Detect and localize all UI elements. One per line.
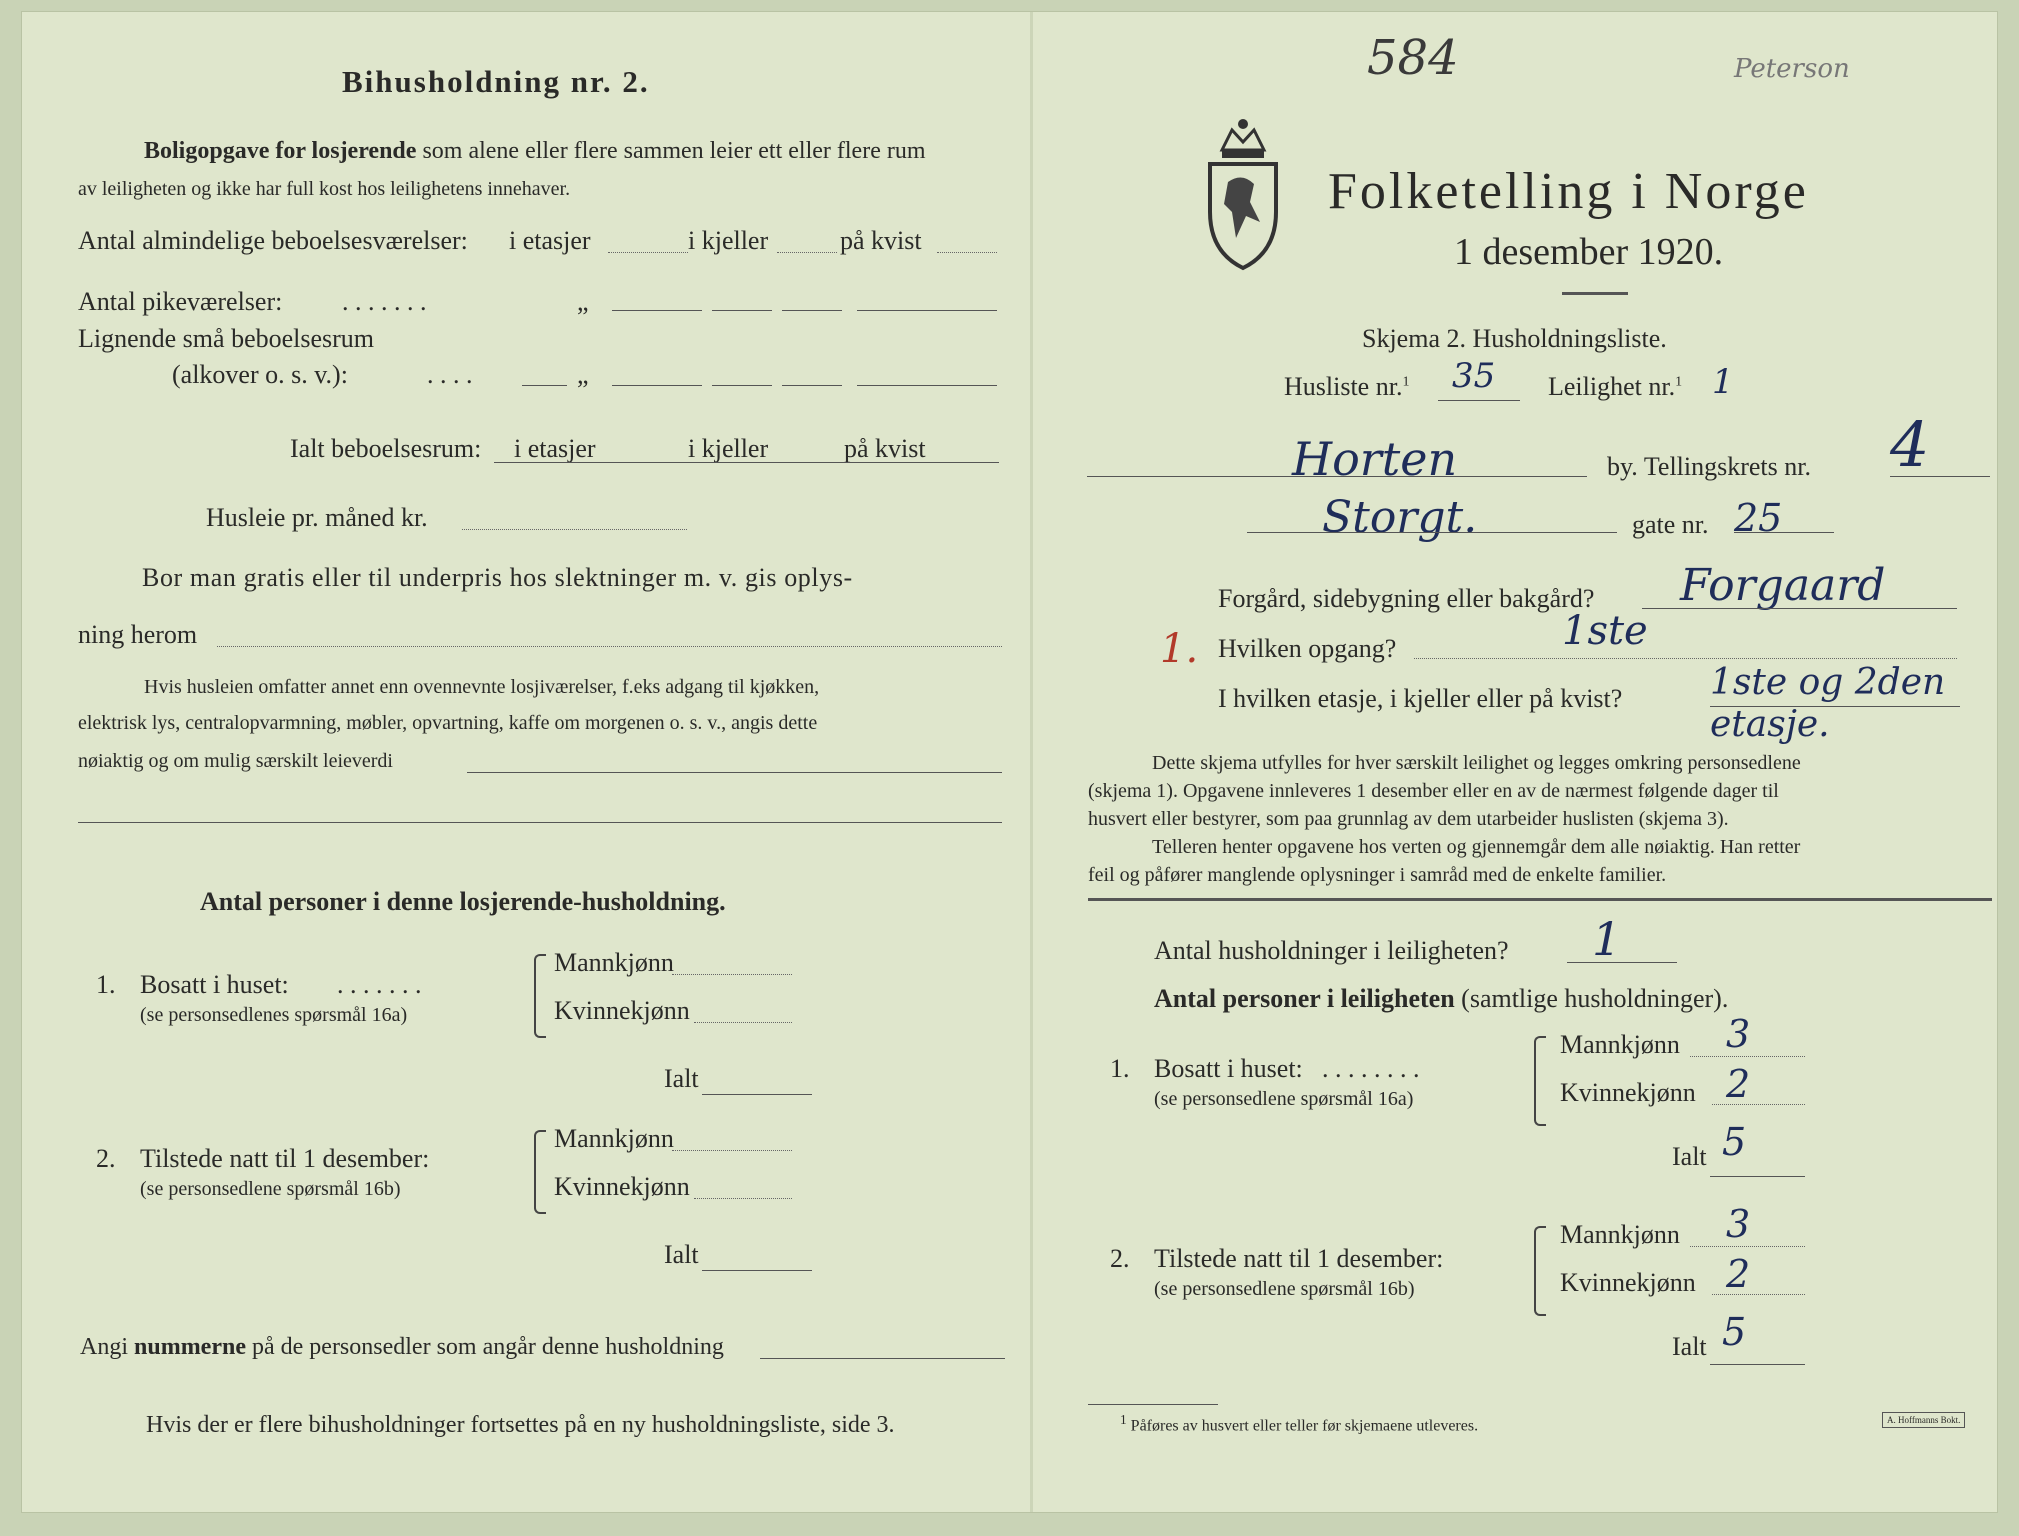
- similar-line-b[interactable]: [782, 385, 842, 386]
- free-line-2: ning herom: [78, 620, 198, 649]
- left-q1-num: 1.: [96, 970, 116, 999]
- households-field: [1567, 962, 1677, 963]
- instruction-3: husvert eller bestyrer, som paa grunnlag av dem utarbeider huslisten (skjema 3).: [1088, 808, 1729, 830]
- left-q2-label: Tilstede natt til 1 desember:: [140, 1144, 430, 1173]
- schema-label: Skjema 2. Husholdningsliste.: [1362, 324, 1667, 353]
- page-fold: [1030, 12, 1033, 1512]
- note-field-2[interactable]: [78, 822, 1002, 823]
- rooms-kvist-field[interactable]: [937, 252, 997, 253]
- gate-label: gate nr.: [1632, 510, 1709, 539]
- forgard-question: Forgård, sidebygning eller bakgård?: [1218, 584, 1595, 613]
- numbers-line: [80, 1334, 724, 1361]
- note-line-1: Hvis husleien omfatter annet enn ovennevnte losjiværelser, f.eks adgang til kjøkken,: [144, 676, 820, 698]
- numbers-pre: Angi: [80, 1334, 128, 1360]
- rooms-kjeller: i kjeller: [688, 226, 769, 255]
- right-q1-num: 1.: [1110, 1054, 1130, 1083]
- right-date: 1 desember 1920.: [1454, 231, 1724, 273]
- leilighet-sup: 1: [1675, 374, 1683, 390]
- right-q2-ialt-field: [1710, 1364, 1805, 1365]
- left-q1-mann: Mannkjønn: [554, 948, 674, 977]
- households-value[interactable]: 1: [1592, 912, 1622, 966]
- rent-field[interactable]: [462, 529, 687, 530]
- households-question: Antal husholdninger i leiligheten?: [1154, 936, 1509, 965]
- opgang-value[interactable]: 1ste: [1562, 608, 1648, 654]
- similar-ditto: „: [577, 360, 589, 389]
- right-q1-brace: [1534, 1036, 1546, 1126]
- left-q2-ialt: Ialt: [664, 1240, 699, 1269]
- similar-kjeller-field[interactable]: [712, 385, 772, 386]
- rooms-label: Antal almindelige beboelsesværelser:: [78, 226, 468, 255]
- right-q2-num: 2.: [1110, 1244, 1130, 1273]
- similar-etasjer-field[interactable]: [612, 385, 702, 386]
- right-q1-dots: . . . . . . . .: [1322, 1054, 1420, 1083]
- right-persons-heading: [1154, 984, 1728, 1014]
- instruction-rule: [1088, 898, 1992, 901]
- pike-ditto-1: „: [577, 287, 589, 316]
- by-label: by. Tellingskrets nr.: [1607, 452, 1812, 481]
- krets-field: [1890, 476, 1990, 477]
- intro-rest-1: som alene eller flere sammen leier ett eller flere rum: [422, 138, 926, 164]
- left-q1-kvinne: Kvinnekjønn: [554, 996, 690, 1025]
- left-q1-kvinne-field[interactable]: [694, 1022, 792, 1023]
- total-label: Ialt beboelsesrum:: [290, 434, 482, 463]
- left-q1-brace: [534, 954, 546, 1038]
- leilighet-text: Leilighet nr.: [1548, 372, 1676, 401]
- footnote-sup: 1: [1120, 1412, 1127, 1427]
- pike-dots: . . . . . . .: [342, 287, 427, 316]
- pike-kvist-field-a[interactable]: [782, 310, 842, 311]
- right-q2-sub: (se personsedlene spørsmål 16b): [1154, 1278, 1415, 1300]
- pike-label: Antal pikeværelser:: [78, 287, 283, 316]
- opgang-question: Hvilken opgang?: [1218, 634, 1397, 663]
- right-q2-ialt: Ialt: [1672, 1332, 1707, 1361]
- footnote-text: Påføres av husvert eller teller før skjemaene utleveres.: [1130, 1417, 1479, 1435]
- right-q2-mann-field: [1690, 1246, 1805, 1247]
- numbers-post: på de personsedler som angår denne husholdning: [251, 1334, 724, 1360]
- similar-dots: . . . .: [427, 360, 473, 389]
- instruction-4: Telleren henter opgavene hos verten og gjennemgår dem alle nøiaktig. Han retter: [1152, 836, 1801, 858]
- rooms-etasjer: i etasjer: [509, 226, 591, 255]
- rooms-kjeller-field[interactable]: [777, 252, 837, 253]
- coat-of-arms-icon: [1202, 112, 1284, 272]
- right-q1-ialt: Ialt: [1672, 1142, 1707, 1171]
- right-title: Folketelling i Norge: [1328, 163, 1809, 220]
- census-sheet: [22, 12, 1997, 1512]
- forgard-field: [1642, 608, 1957, 609]
- right-q1-kvinne-value[interactable]: 2: [1726, 1062, 1751, 1106]
- similar-label-2: (alkover o. s. v.):: [172, 360, 348, 389]
- city-field: [1087, 476, 1587, 477]
- husliste-field: [1438, 400, 1520, 401]
- similar-line-a[interactable]: [522, 385, 567, 386]
- left-q1-sub: (se personsedlenes spørsmål 16a): [140, 1004, 408, 1026]
- gate-value[interactable]: 25: [1734, 496, 1783, 540]
- printer-stamp: A. Hoffmanns Bokt.: [1882, 1412, 1965, 1428]
- husliste-sup: 1: [1402, 374, 1410, 390]
- left-q2-ialt-field[interactable]: [702, 1270, 812, 1271]
- similar-kvist-field[interactable]: [857, 385, 997, 386]
- right-q2-mann-value[interactable]: 3: [1726, 1202, 1751, 1246]
- krets-value[interactable]: 4: [1890, 408, 1930, 481]
- left-persons-heading: Antal personer i denne losjerende-husholdning.: [200, 887, 726, 916]
- free-field[interactable]: [217, 646, 1002, 647]
- numbers-bold: nummerne: [134, 1334, 246, 1360]
- leilighet-label: [1548, 372, 1682, 402]
- title-rule: [1562, 292, 1628, 295]
- etasje-question: I hvilken etasje, i kjeller eller på kvist?: [1218, 684, 1623, 713]
- left-q2-mann-field[interactable]: [672, 1150, 792, 1151]
- right-q1-mann-value[interactable]: 3: [1726, 1012, 1751, 1056]
- right-q2-kvinne-field: [1712, 1294, 1805, 1295]
- intro-line-1: [144, 138, 926, 165]
- top-scribble: Peterson: [1734, 54, 1850, 84]
- total-kvist: på kvist: [844, 434, 926, 463]
- left-q2-sub: (se personsedlene spørsmål 16b): [140, 1178, 401, 1200]
- pike-kvist-field[interactable]: [857, 310, 997, 311]
- right-q1-ialt-value[interactable]: 5: [1722, 1120, 1747, 1164]
- persons-bold: Antal personer i leiligheten: [1154, 984, 1455, 1013]
- right-q1-ialt-field: [1710, 1176, 1805, 1177]
- city-value[interactable]: Horten: [1292, 432, 1458, 486]
- rent-label: Husleie pr. måned kr.: [206, 503, 428, 532]
- note-line-3: nøiaktig og om mulig særskilt leieverdi: [78, 750, 393, 772]
- total-kjeller: i kjeller: [688, 434, 769, 463]
- note-field[interactable]: [467, 772, 1002, 773]
- right-q2-brace: [1534, 1226, 1546, 1316]
- persons-rest: (samtlige husholdninger).: [1461, 984, 1729, 1013]
- forgard-value[interactable]: Forgaard: [1680, 560, 1886, 611]
- left-q1-ialt: Ialt: [664, 1064, 699, 1093]
- etasje-value-1[interactable]: 1ste og 2den: [1710, 662, 1946, 703]
- right-q1-kvinne-field: [1712, 1104, 1805, 1105]
- right-q2-kvinne-value[interactable]: 2: [1726, 1252, 1751, 1296]
- etasje-value-2[interactable]: etasje.: [1710, 704, 1830, 745]
- leilighet-value[interactable]: 1: [1712, 362, 1734, 402]
- opgang-field: [1414, 658, 1957, 659]
- husliste-value[interactable]: 35: [1452, 356, 1496, 396]
- right-q2-kvinne: Kvinnekjønn: [1560, 1268, 1696, 1297]
- free-line-1: Bor man gratis eller til underpris hos slektninger m. v. gis oplys-: [142, 563, 853, 592]
- left-q1-dots: . . . . . . .: [337, 970, 422, 999]
- footnote: [1120, 1412, 1478, 1435]
- left-q1-label: Bosatt i huset:: [140, 970, 289, 999]
- right-q2-mann: Mannkjønn: [1560, 1220, 1680, 1249]
- total-etasjer: i etasjer: [514, 434, 596, 463]
- rooms-kvist: på kvist: [840, 226, 922, 255]
- left-q2-kvinne-field[interactable]: [694, 1198, 792, 1199]
- street-value[interactable]: Storgt.: [1322, 492, 1478, 543]
- instruction-5: feil og påfører manglende oplysninger i samråd med de enkelte familier.: [1088, 864, 1667, 886]
- left-q2-kvinne: Kvinnekjønn: [554, 1172, 690, 1201]
- pike-etasjer-field[interactable]: [612, 310, 702, 311]
- numbers-field[interactable]: [760, 1358, 1005, 1359]
- instruction-2: (skjema 1). Opgavene innleveres 1 desember eller en av de nærmest følgende dager til: [1088, 780, 1779, 802]
- intro-line-2: av leiligheten og ikke har full kost hos leilighetens innehaver.: [78, 178, 571, 200]
- street-field: [1247, 532, 1617, 533]
- continue-note: Hvis der er flere bihusholdninger fortsettes på en ny husholdningsliste, side 3.: [146, 1412, 895, 1438]
- left-title: Bihusholdning nr. 2.: [342, 64, 650, 99]
- similar-label-1: Lignende små beboelsesrum: [78, 324, 375, 353]
- archive-number: 584: [1367, 30, 1459, 86]
- left-q2-mann: Mannkjønn: [554, 1124, 674, 1153]
- total-underline[interactable]: [494, 462, 999, 463]
- husliste-label: [1284, 372, 1409, 402]
- right-q1-label: Bosatt i huset:: [1154, 1054, 1303, 1083]
- right-q1-mann: Mannkjønn: [1560, 1030, 1680, 1059]
- right-q1-mann-field: [1690, 1056, 1805, 1057]
- left-q1-mann-field[interactable]: [672, 974, 792, 975]
- left-q2-brace: [534, 1130, 546, 1214]
- instruction-1: Dette skjema utfylles for hver særskilt leilighet og legges omkring personsedlene: [1152, 752, 1801, 774]
- rooms-etasjer-field[interactable]: [608, 252, 688, 253]
- footnote-rule: [1088, 1404, 1218, 1405]
- right-q1-sub: (se personsedlene spørsmål 16a): [1154, 1088, 1414, 1110]
- right-q2-label: Tilstede natt til 1 desember:: [1154, 1244, 1444, 1273]
- margin-mark: 1.: [1160, 626, 1199, 672]
- right-q2-ialt-value[interactable]: 5: [1722, 1310, 1747, 1354]
- intro-bold: Boligopgave for losjerende: [144, 138, 417, 164]
- husliste-text: Husliste nr.: [1284, 372, 1403, 401]
- pike-kjeller-field[interactable]: [712, 310, 772, 311]
- note-line-2: elektrisk lys, centralopvarmning, møbler, opvartning, kaffe om morgenen o. s. v., angis dette: [78, 712, 818, 734]
- left-q1-ialt-field[interactable]: [702, 1094, 812, 1095]
- gate-field: [1734, 532, 1834, 533]
- right-q1-kvinne: Kvinnekjønn: [1560, 1078, 1696, 1107]
- left-q2-num: 2.: [96, 1144, 116, 1173]
